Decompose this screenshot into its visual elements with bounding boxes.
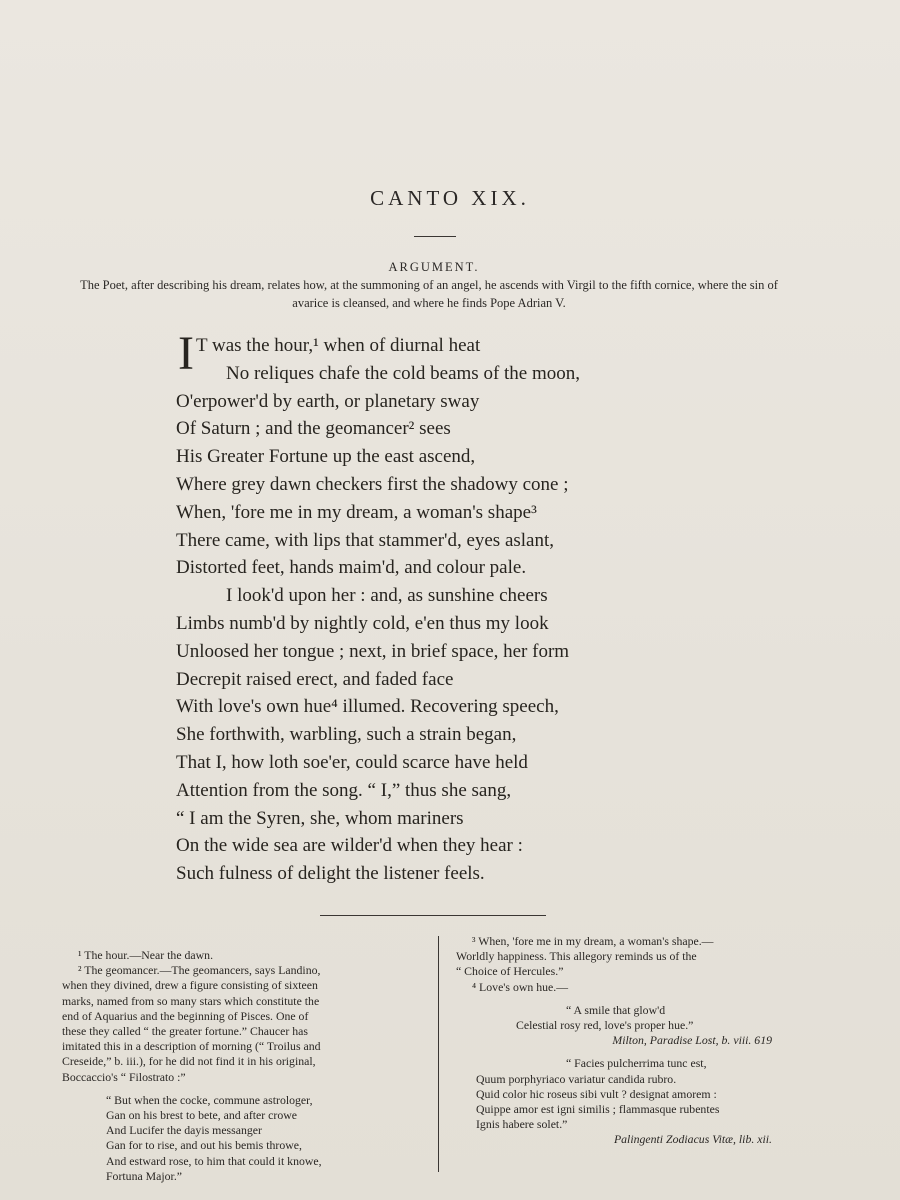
quoted-verse: Quum porphyriaco variatur candida rubro. [476,1071,677,1086]
quoted-verse: Gan on his brest to bete, and after crowe [106,1108,297,1123]
footnote-text: marks, named from so many stars which constitute the [62,993,320,1008]
poem-line: That I, how loth soe'er, could scarce have held [176,751,528,773]
footnotes-left-column [62,948,422,1184]
column-divider [438,936,439,1172]
argument-label: ARGUMENT. [388,260,480,274]
quoted-verse: Fortuna Major.” [106,1168,183,1183]
footnote-text: Worldly happiness. This allegory reminds us of the [456,949,697,964]
footnote-text: “ Choice of Hercules.” [456,964,564,979]
quoted-verse: “ A smile that glow'd [566,1002,666,1017]
footnote-3: ³ When, 'fore me in my dream, a woman's shape.— [472,934,714,948]
footnote-2: ² The geomancer.—The geomancers, says Landino, [78,963,321,978]
poem-line: Of Saturn ; and the geomancer² sees [176,418,451,440]
poem-line: His Greater Fortune up the east ascend, [176,446,476,468]
poem-line: Where grey dawn checkers first the shadowy cone ; [176,473,569,495]
poem-line: O'erpower'd by earth, or planetary sway [176,390,480,412]
quoted-verse: Gan for to rise, and out his bemis throwe, [106,1138,302,1153]
poem-line: Limbs numb'd by nightly cold, e'en thus my look [176,612,549,634]
poem-line: Attention from the song. “ I,” thus she sang, [176,779,512,801]
quoted-verse: Quid color hic roseus sibi vult ? designat amorem : [476,1086,717,1101]
quoted-verse: “ Facies pulcherrima tunc est, [566,1056,707,1071]
quoted-verse: Ignis habere solet.” [476,1117,568,1132]
footnote-text: these they called “ the greater fortune.” Chaucer has [62,1024,308,1039]
poem-line: T was the hour,¹ when of diurnal heat [196,335,481,356]
canto-title: CANTO XIX. [370,186,530,210]
poem-line: With love's own hue⁴ illumed. Recovering speech, [176,696,559,718]
quoted-verse: “ But when the cocke, commune astrologer, [106,1092,313,1107]
poem-line: When, 'fore me in my dream, a woman's shape³ [176,501,537,523]
poem-line: Distorted feet, hands maim'd, and colour pale. [176,557,527,579]
quoted-verse: And estward rose, to him that could it knowe, [106,1153,322,1168]
footnote-4: ⁴ Love's own hue.— [472,979,569,994]
citation: Milton, Paradise Lost, b. viii. 619 [612,1033,772,1048]
quoted-verse: And Lucifer the dayis messanger [106,1123,262,1138]
footnote-text: Boccaccio's “ Filostrato :” [62,1069,186,1084]
poem-line: I look'd upon her : and, as sunshine cheers [226,585,548,607]
poem-line: She forthwith, warbling, such a strain began, [176,724,517,746]
quoted-verse: Celestial rosy red, love's proper hue.” [516,1018,694,1033]
quoted-verse: Quippe amor est igni similis ; flammasque rubentes [476,1102,720,1117]
footnote-text: imitated this in a description of morning (“ Troilus and [62,1039,321,1054]
poem-line: Decrepit raised erect, and faded face [176,668,454,690]
footnote-text: when they divined, drew a figure consisting of sixteen [62,978,318,993]
footnote-text: end of Aquarius and the beginning of Pisces. One of [62,1008,309,1023]
footnote-text: Creseide,” b. iii.), for he did not find it in his original, [62,1054,316,1069]
poem-line: Unloosed her tongue ; next, in brief space, her form [176,640,570,662]
poem-line: There came, with lips that stammer'd, eyes aslant, [176,529,555,551]
argument-text: The Poet, after describing his dream, relates how, at the summoning of an angel, he ascends with Virgil to the fifth cornice, where the sin of avarice is cleansed, and where he finds Pope Adrian V. [80,278,778,310]
footnote-1: ¹ The hour.—Near the dawn. [78,948,214,962]
poem-line: No reliques chafe the cold beams of the moon, [226,362,581,384]
poem-line: On the wide sea are wilder'd when they hear : [176,835,523,857]
citation: Palingenti Zodiacus Vitæ, lib. xii. [613,1132,772,1147]
poem-body [176,327,736,888]
title-divider [414,236,456,237]
poem-line: Such fulness of delight the listener feels. [176,863,485,885]
footnotes-right-column [456,934,796,1148]
poem-line: “ I am the Syren, she, whom mariners [176,807,464,829]
drop-cap: I [178,327,194,380]
footnote-divider [320,915,546,916]
